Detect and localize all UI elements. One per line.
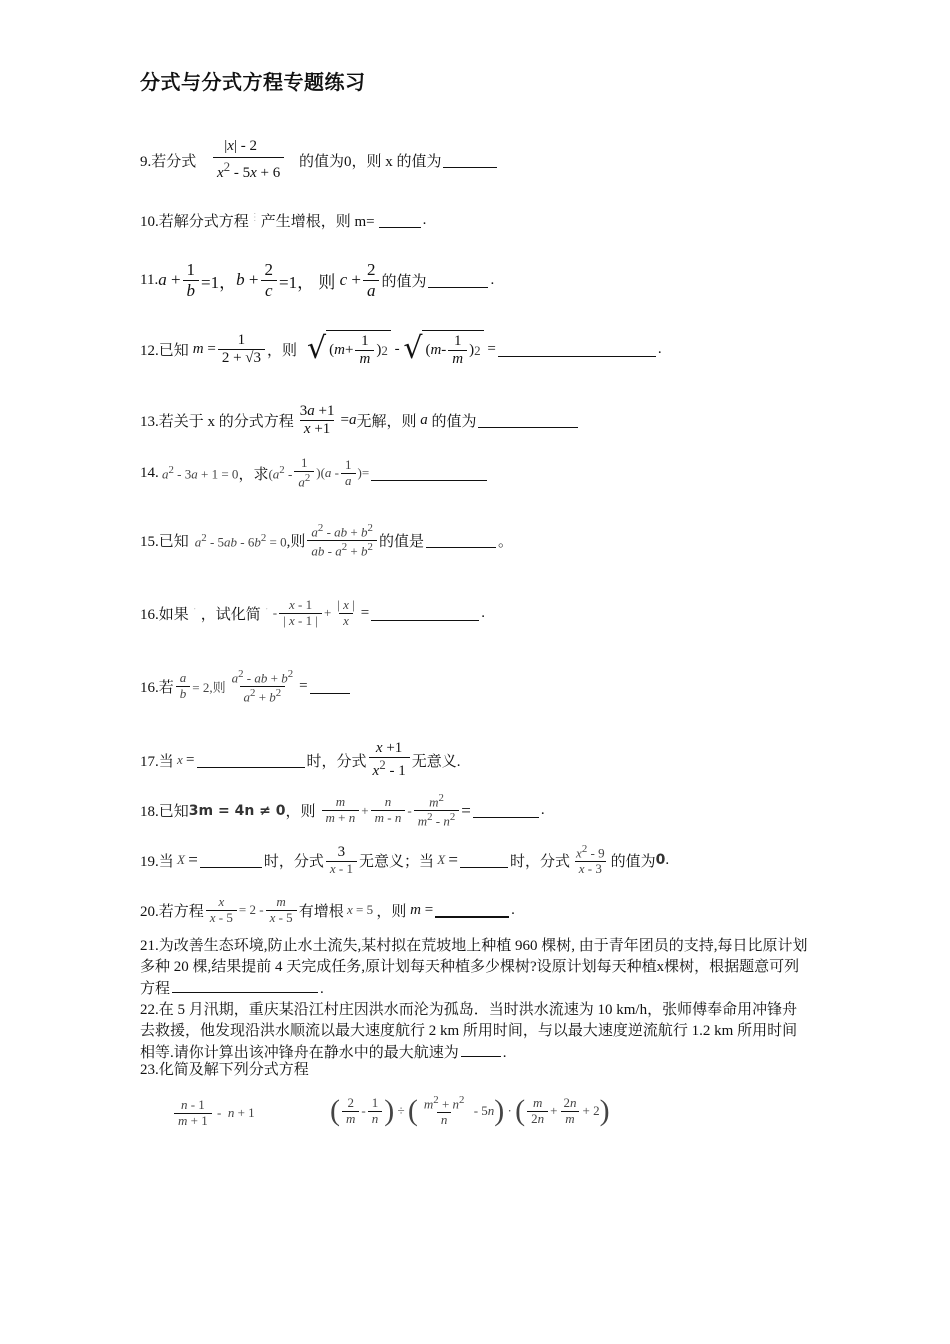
- question-17: 17.当 x = 时，分式 $\frac{x +1}{x^2 - 1}$ 无意义.: [140, 740, 461, 780]
- q17-end: 无意义.: [411, 753, 461, 770]
- q14-text: ，求: [238, 466, 269, 483]
- q17-answer-blank[interactable]: [197, 753, 305, 768]
- q16a-frac-2: $\frac{| x |}{x}$: [337, 597, 355, 628]
- q14-frac-2: $\frac{1}{a}$: [341, 458, 356, 489]
- q10-text: 产生增根，则 m=: [260, 214, 375, 230]
- question-10: [140, 210, 426, 231]
- q15-text-2: 的值是: [378, 534, 424, 551]
- question-13: 13.若关于 x 的分式方程 $\frac{3a +1}{x +1}$ =a 无解，则 a 的值为: [140, 403, 580, 439]
- q12-end: .: [657, 340, 662, 357]
- q20-end: .: [511, 901, 515, 918]
- q20-answer-blank[interactable]: [435, 902, 509, 918]
- q16a-end: .: [481, 604, 486, 621]
- question-22: [140, 1000, 812, 1064]
- q11-frac-2-a: $\frac{2}{a}$: [363, 260, 380, 300]
- question-15: 15.已知 $a^2 - 5ab - 6b^2 = 0$ ,则 $\frac{a^2 - ab + b^2}{ab - a^2 + b^2}$ 的值是 。: [140, 522, 513, 559]
- q11-text: 的值为: [381, 273, 427, 290]
- q16a-frac-1: $\frac{x - 1}{| x - 1 |}$: [279, 598, 322, 629]
- q16b-prefix: 16.若: [140, 680, 174, 697]
- q22-answer-blank[interactable]: [461, 1042, 501, 1057]
- q20-frac-1: $\frac{x}{x - 5}$: [206, 895, 237, 926]
- q22-end: .: [502, 1045, 507, 1061]
- q12-sqrt-1: √ ( m + $\frac{1}{m}$ ) 2: [307, 330, 391, 369]
- q23-expr1-fraction: $\frac{n - 1}{m + 1}$: [174, 1098, 212, 1129]
- q18-text: ，则: [285, 804, 316, 821]
- q19-answer-blank-1[interactable]: [200, 853, 262, 868]
- q19-frac-1: $\frac{3}{x - 1}$: [326, 844, 357, 877]
- q20-text-2: ，则: [376, 903, 407, 920]
- q21-answer-blank[interactable]: [172, 978, 318, 993]
- q19-text: 时，分式: [263, 853, 324, 870]
- q11-answer-blank[interactable]: [428, 273, 488, 288]
- q19-text-3: 时，分式: [510, 853, 571, 870]
- question-23: [140, 1058, 309, 1079]
- q21-text: 21.为改善生态环境,防止水土流失,某村拟在荒坡地上种植 960 棵树, 由于青年团员的支持,每日比原计划多种 20 棵,结果提前 4 天完成任务,原计划每天种植多少棵树?设原计划每天种植x棵树，根据题意可列方程: [140, 938, 808, 997]
- q13-text: 无解，则: [356, 414, 417, 431]
- q18-frac-2: $\frac{n}{m - n}$: [371, 795, 406, 826]
- q18-prefix: 18.已知: [140, 804, 189, 821]
- q16a-text: ，试化简: [200, 606, 261, 623]
- q18-condition: 3m = 4n ≠ 0: [188, 802, 286, 819]
- question-14: 14. $a^2 - 3a + 1 = 0$ ，求 ($a^2$ - $\frac{1}{a^2}$ )(a - $\frac{1}{a}$ )=: [140, 456, 489, 490]
- q9-text: 的值为0，则 x 的值为: [298, 153, 442, 170]
- q9-answer-blank[interactable]: [443, 153, 497, 168]
- q16b-fraction: $\frac{a^2 - ab + b^2}{a^2 + b^2}$: [231, 668, 294, 705]
- q18-frac-1: $\frac{m}{m + n}$: [322, 795, 360, 826]
- question-16b: 16.若 $\frac{a}{b}$ = 2,则 $\frac{a^2 - ab + b^2}{a^2 + b^2}$ =: [140, 668, 352, 706]
- q15-prefix: 15.已知: [140, 534, 189, 551]
- q14-frac-1: $\frac{1}{a^2}$: [294, 456, 314, 490]
- q19-prefix: 19.当: [140, 853, 174, 870]
- q18-end: .: [540, 802, 545, 819]
- q15-text: ,则: [286, 534, 306, 551]
- q12-m-fraction: $\frac{1}{2 + √3}$: [218, 332, 265, 368]
- q19-zero: 0: [655, 852, 666, 869]
- q9-fraction: $\frac{|x| - 2}{x^2 - 5x + 6}$: [200, 138, 297, 183]
- q12-text: ，则: [267, 342, 298, 359]
- q16a-term-image: ∙: [265, 604, 269, 616]
- q20-prefix: 20.若方程: [140, 903, 204, 920]
- q11-frac-2-c: $\frac{2}{c}$: [260, 260, 277, 300]
- q19-frac-2: $\frac{x^2 - 9}{x - 3}$: [576, 843, 605, 877]
- q10-end: .: [422, 212, 427, 228]
- q21-end: .: [320, 981, 324, 997]
- q18-frac-3: $\frac{m^2}{m^2 - n^2}$: [414, 792, 460, 830]
- question-12: 12.已知 m = $\frac{1}{2 + √3}$ ，则 √ ( m + $\frac{1}{m}$ ) 2 - √ ( m - $\frac{1}{m}$ ) 2 = .: [140, 331, 662, 368]
- q17-text: 时，分式: [306, 753, 367, 770]
- q13-fraction: $\frac{3a +1}{x +1}$: [299, 403, 335, 438]
- question-18: 18.已知 3m = 4n ≠ 0 ，则 $\frac{m}{m + n}$ + $\frac{n}{m - n}$ - $\frac{m^2}{m^2 - n^2}$ = .: [140, 792, 545, 829]
- q20-text: 有增根: [298, 903, 344, 920]
- q13-answer-blank[interactable]: [478, 413, 578, 428]
- q12-sqrt-2: √ ( m - $\frac{1}{m}$ ) 2: [403, 330, 483, 369]
- q16b-answer-blank[interactable]: [310, 679, 350, 694]
- q16a-prefix: 16.如果: [140, 606, 189, 623]
- question-11: 11. a + $\frac{1}{b}$ =1， b + $\frac{2}{c}$ =1， 则 c + $\frac{2}{a}$ 的值为 .: [140, 260, 495, 300]
- q17-prefix: 17.当: [140, 753, 174, 770]
- q11-frac-1-b: $\frac{1}{b}$: [183, 260, 200, 300]
- q15-end: 。: [497, 534, 513, 551]
- q12-answer-blank[interactable]: [498, 342, 656, 357]
- q14-answer-blank[interactable]: [371, 466, 487, 481]
- q18-answer-blank[interactable]: [473, 803, 539, 818]
- q20-frac-2: $\frac{m}{x - 5}$: [266, 895, 297, 926]
- q23-expression-1: $\frac{n - 1}{m + 1}$ - n + 1: [172, 1098, 255, 1129]
- q11-end: .: [490, 271, 495, 288]
- q15-fraction: $\frac{a^2 - ab + b^2}{ab - a^2 + b^2}$: [307, 522, 377, 560]
- q17-fraction: $\frac{x +1}{x^2 - 1}$: [369, 740, 410, 781]
- question-20: 20.若方程 $\frac{x}{x - 5}$ = 2 - $\frac{m}{x - 5}$ 有增根 x = 5 ，则 m = .: [140, 894, 515, 925]
- q23-expression-2: ( $\frac{2}{m}$ - $\frac{1}{n}$ ) ÷ ( $\frac{m^2 + n^2}{n}$ - 5n ) · ( $\frac{m}{2n}$ + $\frac{2n}{m}$ + 2 ): [330, 1094, 610, 1128]
- question-21: [140, 936, 812, 1000]
- q14-prefix: 14.: [140, 464, 159, 481]
- q16a-answer-blank[interactable]: [371, 606, 479, 621]
- q19-end: .: [665, 851, 670, 868]
- q11-prefix: 11.: [140, 271, 159, 288]
- q10-prefix: 10.若解分式方程: [140, 214, 249, 230]
- q16a-condition-image: ∙: [193, 604, 197, 616]
- q9-prefix: 9.若分式: [140, 153, 197, 170]
- q10-answer-blank[interactable]: [379, 213, 421, 228]
- q12-prefix: 12.已知: [140, 342, 189, 359]
- q16b-frac-a-b: $\frac{a}{b}$: [176, 671, 191, 702]
- q13-prefix: 13.若关于 x 的分式方程: [140, 414, 294, 431]
- q19-answer-blank-2[interactable]: [460, 853, 508, 868]
- q15-answer-blank[interactable]: [426, 533, 496, 548]
- q19-text-2: 无意义；当: [358, 853, 434, 870]
- page-title: 分式与分式方程专题练习: [140, 70, 366, 94]
- question-9: [140, 138, 499, 183]
- q13-text-2: 的值为: [431, 414, 477, 431]
- q22-text: 22.在 5 月汛期，重庆某沿江村庄因洪水而沦为孤岛．当时洪水流速为 10 km/h，张师傅奉命用冲锋舟去救援，他发现沿洪水顺流以最大速度航行 2 km 所用时间，与以最大速度逆流航行 1.2 km 所用时间相等.请你计算出该冲锋舟在静水中的最大航速为: [140, 1002, 798, 1061]
- question-16a: 16.如果 ∙ ，试化简 ∙ - $\frac{x - 1}{| x - 1 |}$ + $\frac{| x |}{x}$ = .: [140, 597, 486, 628]
- q23-text: 23.化简及解下列分式方程: [140, 1062, 309, 1078]
- question-19: 19.当 X = 时，分式 $\frac{3}{x - 1}$ 无意义；当 X = 时，分式 $\frac{x^2 - 9}{x - 3}$ 的值为 0 .: [140, 843, 670, 877]
- q10-equation-image: ⋮: [249, 211, 260, 223]
- q19-text-4: 的值为: [610, 853, 656, 870]
